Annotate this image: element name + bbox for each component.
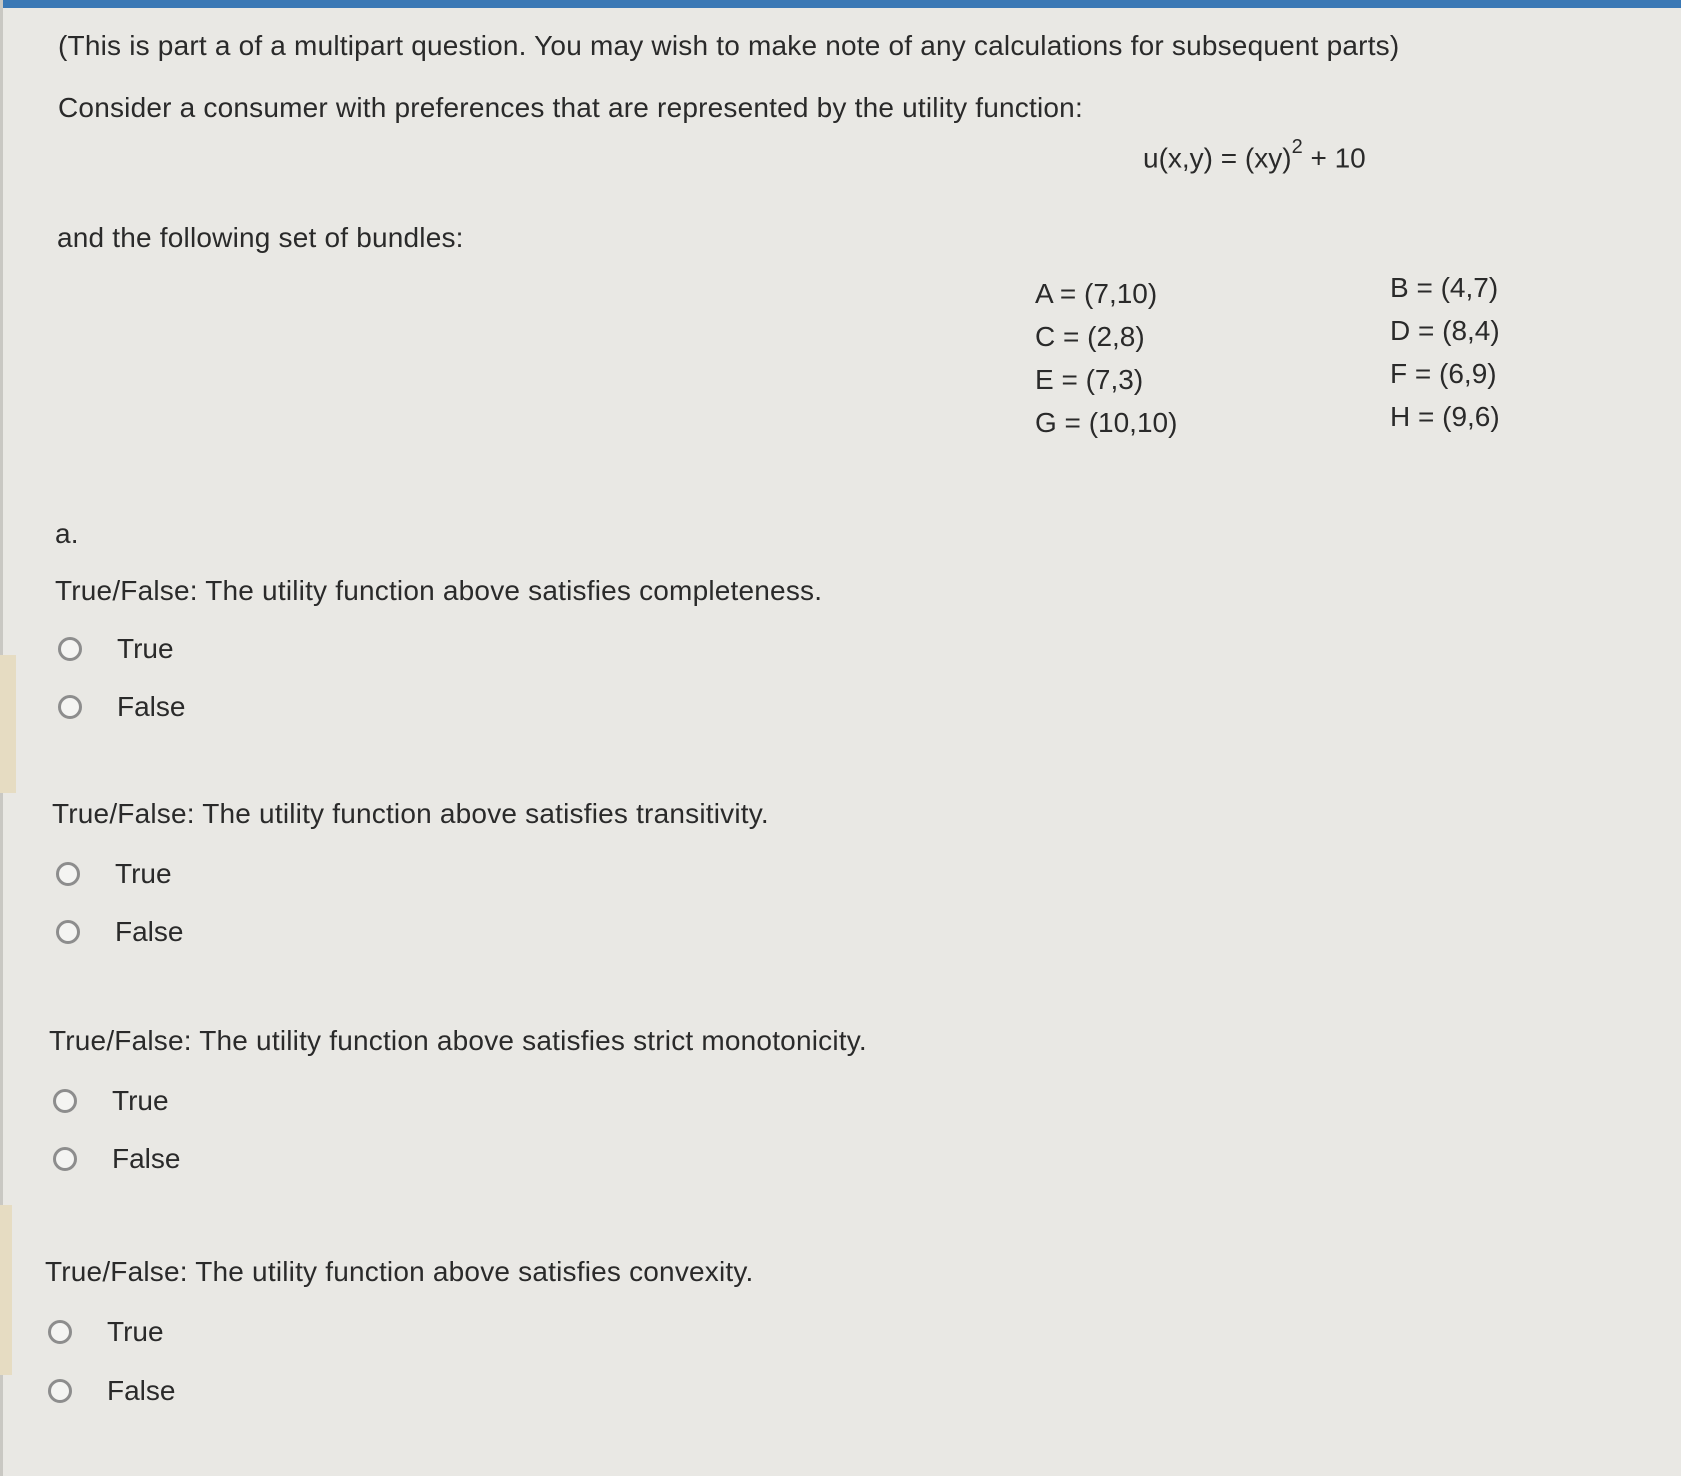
consider-text: Consider a consumer with preferences that are represented by the utility function: [58,92,1083,123]
part-label: a. [55,518,79,549]
bundle-d: D = (8,4) [1390,315,1500,346]
radio-button[interactable] [48,1379,72,1403]
radio-button[interactable] [56,920,80,944]
question-convexity: True/False: The utility function above satisfies convexity. [45,1256,754,1287]
radio-button[interactable] [58,637,82,661]
utility-function [1143,136,1366,174]
option-label: False [107,1375,176,1406]
bundle-b: B = (4,7) [1390,272,1499,303]
utility-rhs: + 10 [1302,142,1366,174]
question-monotonicity: True/False: The utility function above satisfies strict monotonicity. [49,1025,867,1056]
option-label: False [112,1143,181,1174]
option-label: True [107,1316,164,1347]
option-label: True [112,1085,169,1116]
radio-button[interactable] [53,1147,77,1171]
option-label: True [115,858,172,889]
bundle-c: C = (2,8) [1035,321,1145,352]
intro-text: (This is part a of a multipart question. You may wish to make note of any calculations for subsequent parts) [58,30,1400,61]
question-completeness: True/False: The utility function above satisfies completeness. [55,575,823,606]
bundle-g: G = (10,10) [1035,407,1178,438]
utility-exponent: 2 [1291,136,1303,158]
utility-lhs: u(x,y) = (xy) [1143,142,1292,174]
option-false[interactable] [56,916,183,948]
radio-button[interactable] [48,1320,72,1344]
option-false[interactable] [48,1375,175,1407]
option-false[interactable] [58,691,185,723]
option-label: False [115,916,184,947]
radio-button[interactable] [58,695,82,719]
bundle-f: F = (6,9) [1390,358,1497,389]
left-accent [0,1205,12,1375]
bundle-h: H = (9,6) [1390,401,1500,432]
option-false[interactable] [53,1143,180,1175]
left-accent [0,655,16,793]
radio-button[interactable] [53,1089,77,1113]
bundle-e: E = (7,3) [1035,364,1144,395]
radio-button[interactable] [56,862,80,886]
top-border [0,0,1681,8]
option-true[interactable] [53,1085,169,1117]
option-true[interactable] [58,633,174,665]
option-true[interactable] [48,1316,164,1348]
bundles-intro: and the following set of bundles: [57,222,464,253]
question-transitivity: True/False: The utility function above satisfies transitivity. [52,798,769,829]
option-label: False [117,691,186,722]
option-label: True [117,633,174,664]
bundle-a: A = (7,10) [1035,278,1158,309]
option-true[interactable] [56,858,172,890]
